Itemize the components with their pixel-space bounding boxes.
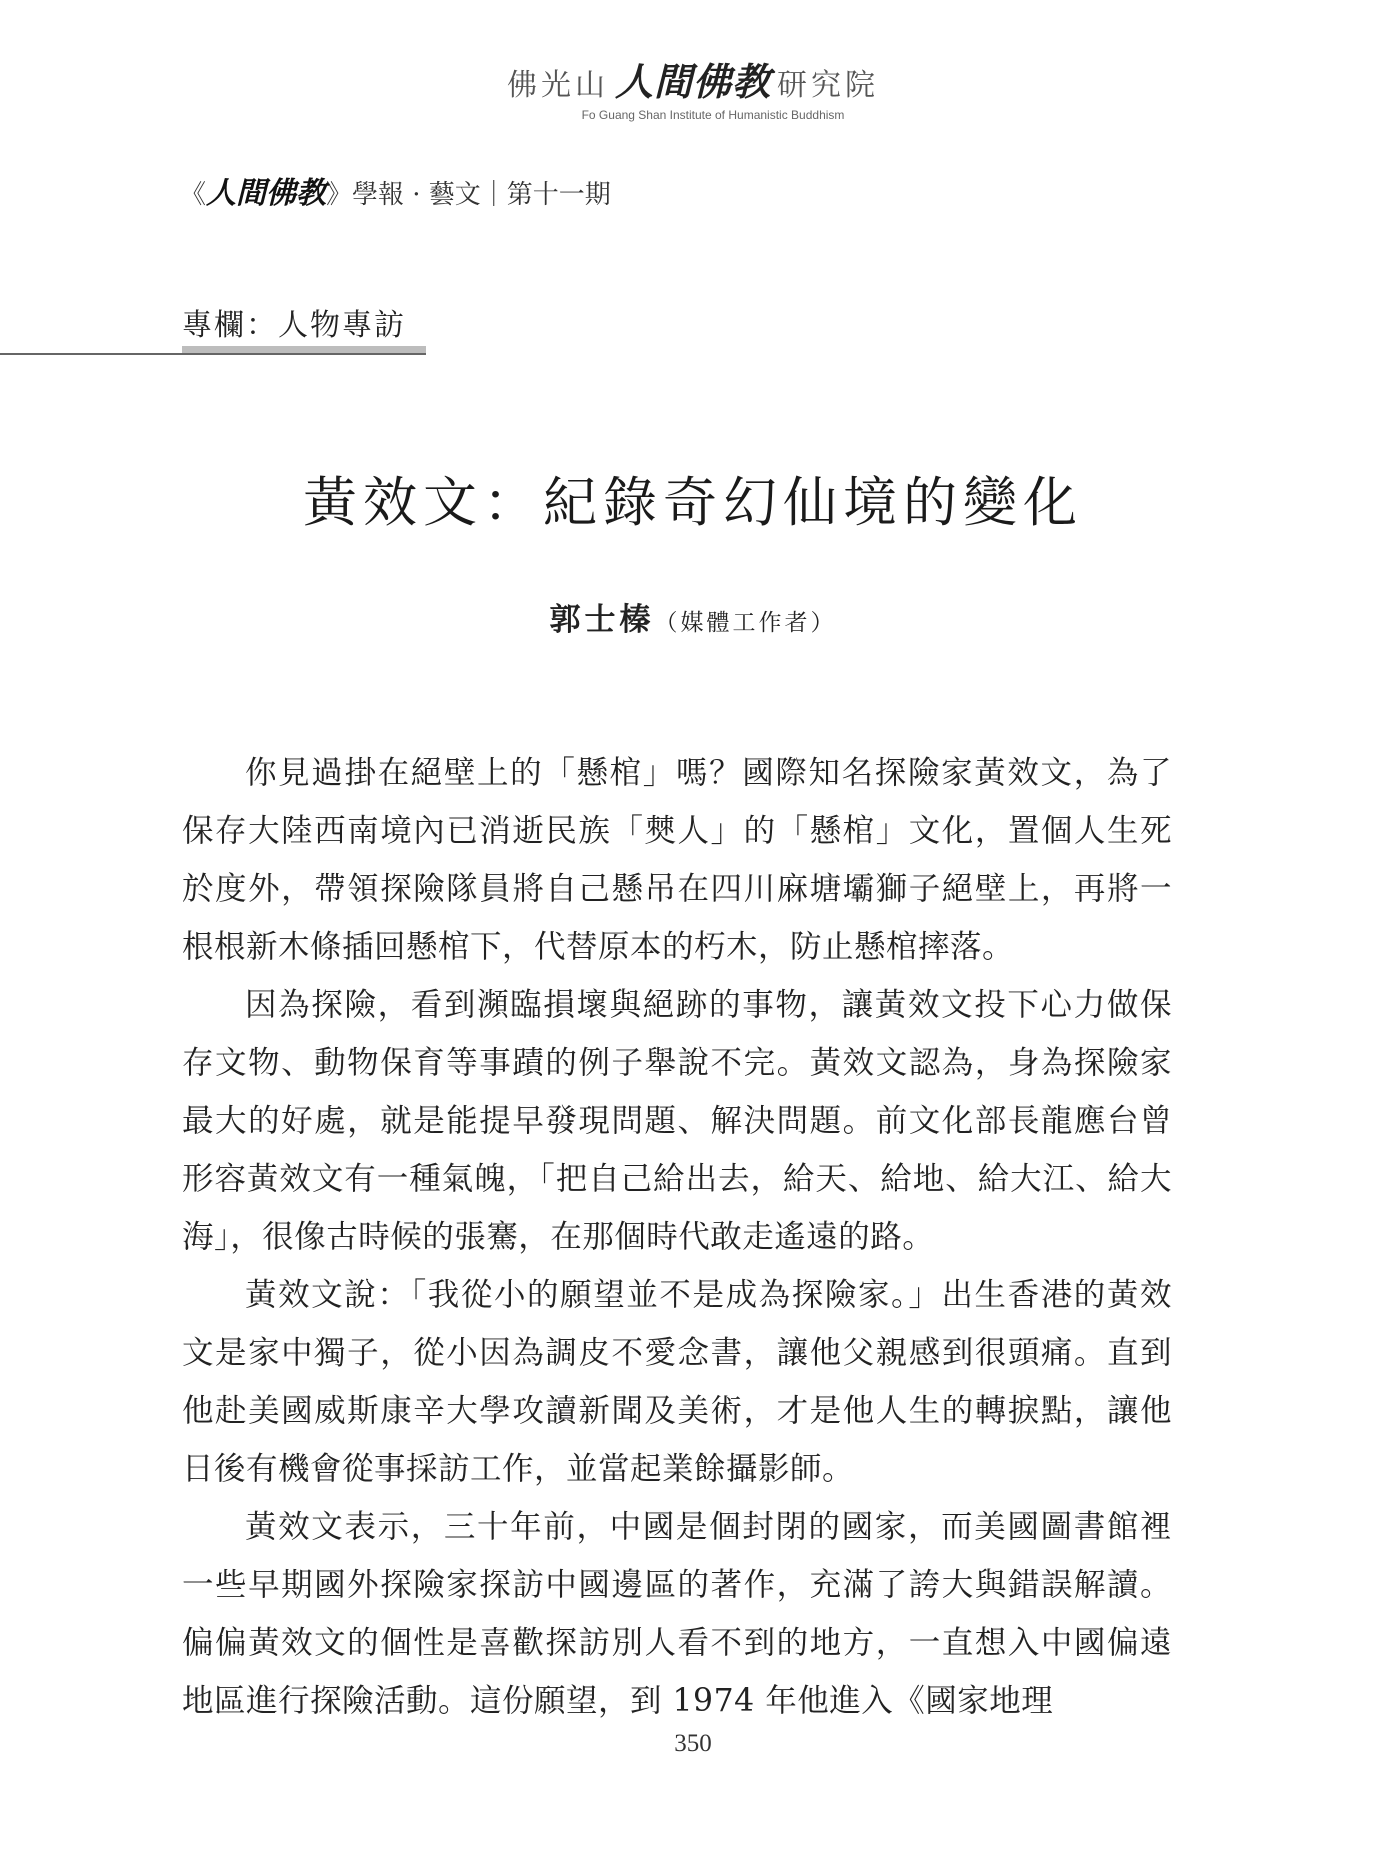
- author-name: 郭士榛: [549, 602, 655, 638]
- journal-brand-calligraphy: 人間佛教: [206, 176, 327, 211]
- page-number: 350: [674, 1730, 712, 1757]
- body-paragraph: 因為探險，看到瀕臨損壞與絕跡的事物，讓黃效文投下心力做保存文物、動物保育等事蹟的例子舉說不完。黃效文認為，身為探險家最大的好處，就是能提早發現問題、解決問題。前文化部長龍應台曾形容黃效文有一種氣魄，「把自己給出去，給天、給地、給大江、給大海」，很像古時候的張騫，在那個時代敢走遙遠的路。: [182, 987, 1172, 1255]
- institute-header: [0, 62, 1386, 122]
- author-role: （媒體工作者）: [654, 610, 837, 636]
- institute-suffix: 研究院: [777, 68, 879, 103]
- byline: [0, 594, 1386, 639]
- body-paragraph: 黃效文表示，三十年前，中國是個封閉的國家，而美國圖書館裡一些早期國外探險家探訪中國邊區的著作，充滿了誇大與錯誤解讀。偏偏黃效文的個性是喜歡探訪別人看不到的地方，一直想入中國偏遠地區進行探險活動。這份願望，到 1974 年他進入《國家地理: [182, 1509, 1172, 1719]
- institute-brand-calligraphy: 人間佛教: [614, 60, 771, 104]
- article-body: [182, 744, 1172, 1730]
- article-title: 黃效文：紀錄奇幻仙境的變化: [303, 471, 1083, 534]
- journal-running-head: [180, 168, 611, 212]
- body-paragraph: 黃效文說：「我從小的願望並不是成為探險家。」出生香港的黃效文是家中獨子，從小因為調皮不愛念書，讓他父親感到很頭痛。直到他赴美國威斯康辛大學攻讀新聞及美術，才是他人生的轉捩點，讓他日後有機會從事採訪工作，並當起業餘攝影師。: [182, 1277, 1172, 1487]
- body-paragraph: 你見過掛在絕壁上的「懸棺」嗎？國際知名探險家黃效文，為了保存大陸西南境內已消逝民族「僰人」的「懸棺」文化，置個人生死於度外，帶領探險隊員將自己懸吊在四川麻塘壩獅子絕壁上，再將一根根新木條插回懸棺下，代替原本的朽木，防止懸棺摔落。: [182, 755, 1172, 965]
- column-label: 專欄：人物專訪: [182, 308, 406, 343]
- institute-logo: [0, 62, 1386, 106]
- institute-prefix: 佛光山: [506, 68, 609, 103]
- column-divider-bar: [182, 346, 426, 353]
- journal-open-bracket: 《: [180, 180, 207, 210]
- institute-english-name: Fo Guang Shan Institute of Humanistic Buddhism: [581, 108, 845, 122]
- column-divider-line: [0, 353, 426, 355]
- journal-issue-info: 》學報 · 藝文｜第十一期: [326, 180, 611, 210]
